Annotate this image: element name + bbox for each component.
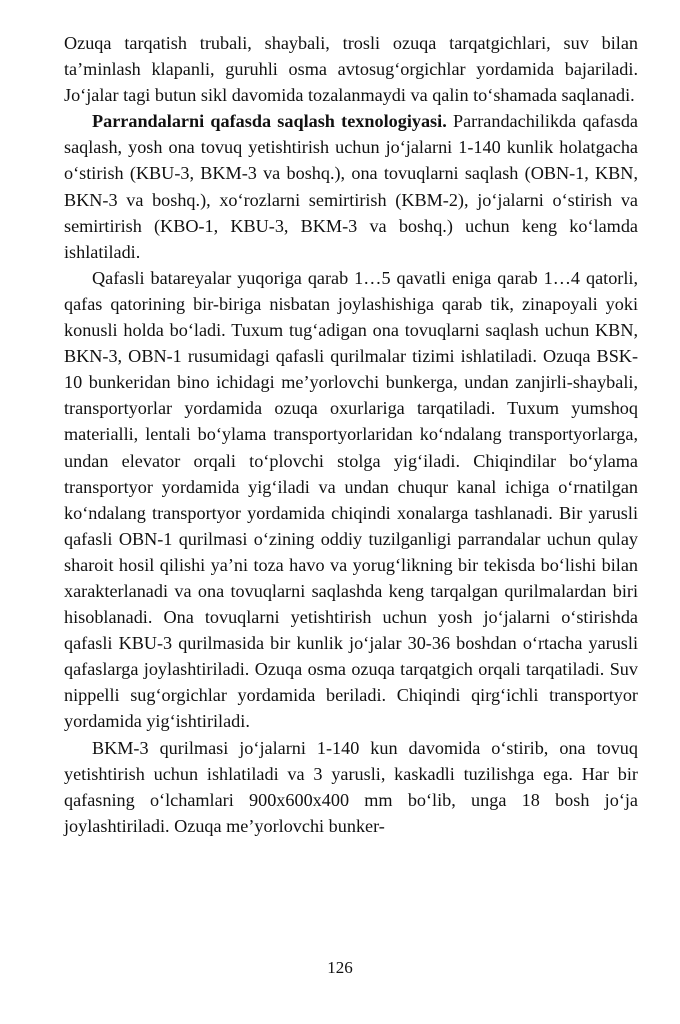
paragraph-bkm3-unit: BKM-3 qurilmasi jo‘jalarni 1-140 kun davomida o‘stirib, ona tovuq yetishtirish uchun ishlatiladi va 3 yarusli, kaskadli tuzilishga ega. Har bir qafasning o‘lchamlari 900x600x400 mm bo‘lib, unga 18 bosh jo‘ja joylashtiriladi. Ozuqa me’yorlovchi bunker- (64, 737, 638, 836)
section-heading-cage-keeping: Parrandalarni qafasda saqlash texnologiyasi. (92, 111, 447, 132)
paragraph-cage-batteries: Qafasli batareyalar yuqoriga qarab 1…5 qavatli eniga qarab 1…4 qatorli, qafas qatorining bir-biriga nisbatan joylashishiga qarab tik, zinapoyali yoki konusli holda bo‘ladi. Tuxum tug‘adigan ona tovuqlarni saqlash uchun KBN, BKN-3, OBN-1 rusumidagi qafasli qurilmalar tizimi ishlatiladi. Ozuqa BSK-10 bunkeridan bino ichidagi me’yorlovchi bunkerga, undan zanjirli-shaybali, transportyorlar yordamida ozuqa oxurlariga tarqatiladi. Tuxum yumshoq materialli, lentali bo‘ylama transportyorlaridan ko‘ndalang transportyorlarga, undan elevator orqali to‘plovchi stolga yig‘iladi. Chiqindilar bo‘ylama transportyor yordamida yig‘iladi va undan chuqur kanal ichiga o‘rnatilgan ko‘ndalang transportyor yordamida chiqindi xonalarga tashlanadi. Bir yarusli qafasli OBN-1 qurilmasi o‘zining oddiy tuzilganligi parrandalar uchun qulay sharoit hosil qilishi ya’ni toza havo va yorug‘likning bir tekisda bo‘lishi bilan xarakterlanadi va ona tovuqlarni saqlashda keng tarqalgan qurilmalardan biri hisoblanadi. Ona tovuqlarni yetishtirish uchun yosh jo‘jalarni o‘stirishda qafasli KBU-3 qurilmasida bir kunlik jo‘jalar 30-36 boshdan o‘rtacha yarusli qafaslarga joylashtiriladi. Ozuqa osma ozuqa tarqatgich orqali tarqatiladi. Suv nippelli sug‘orgichlar yordamida beriladi. Chiqindi qirg‘ichli transportyor yordamida yig‘ishtiriladi. (64, 267, 638, 732)
paragraph-feed-and-water: Ozuqa tarqatish trubali, shaybali, trosli ozuqa tarqatgichlari, suv bilan ta’minlash klapanli, guruhli osma avtosug‘orgichlar yordamida bajariladi. Jo‘jalar tagi butun sikl davomida tozalanmaydi va qalin to‘shamada saqlanadi. (64, 33, 638, 106)
paragraph-cage-technology (64, 108, 638, 265)
page-number: 126 (327, 958, 353, 977)
paragraph-cage-technology-text: Parrandachilikda qafasda saqlash, yosh ona tovuq yetishtirish uchun jo‘jalarni 1-140 kunlik holatgacha o‘stirish (KBU-3, BKM-3 va boshq.), ona tovuqlarni saqlash (OBN-1, KBN, BKN-3 va boshq.), xo‘rozlarni semirtirish (KBM-2), jo‘jalarni o‘stirish va semirtirish (KBO-1, KBU-3, BKM-3 va boshq.) uchun keng ko‘lamda ishlatiladi. (64, 111, 638, 262)
